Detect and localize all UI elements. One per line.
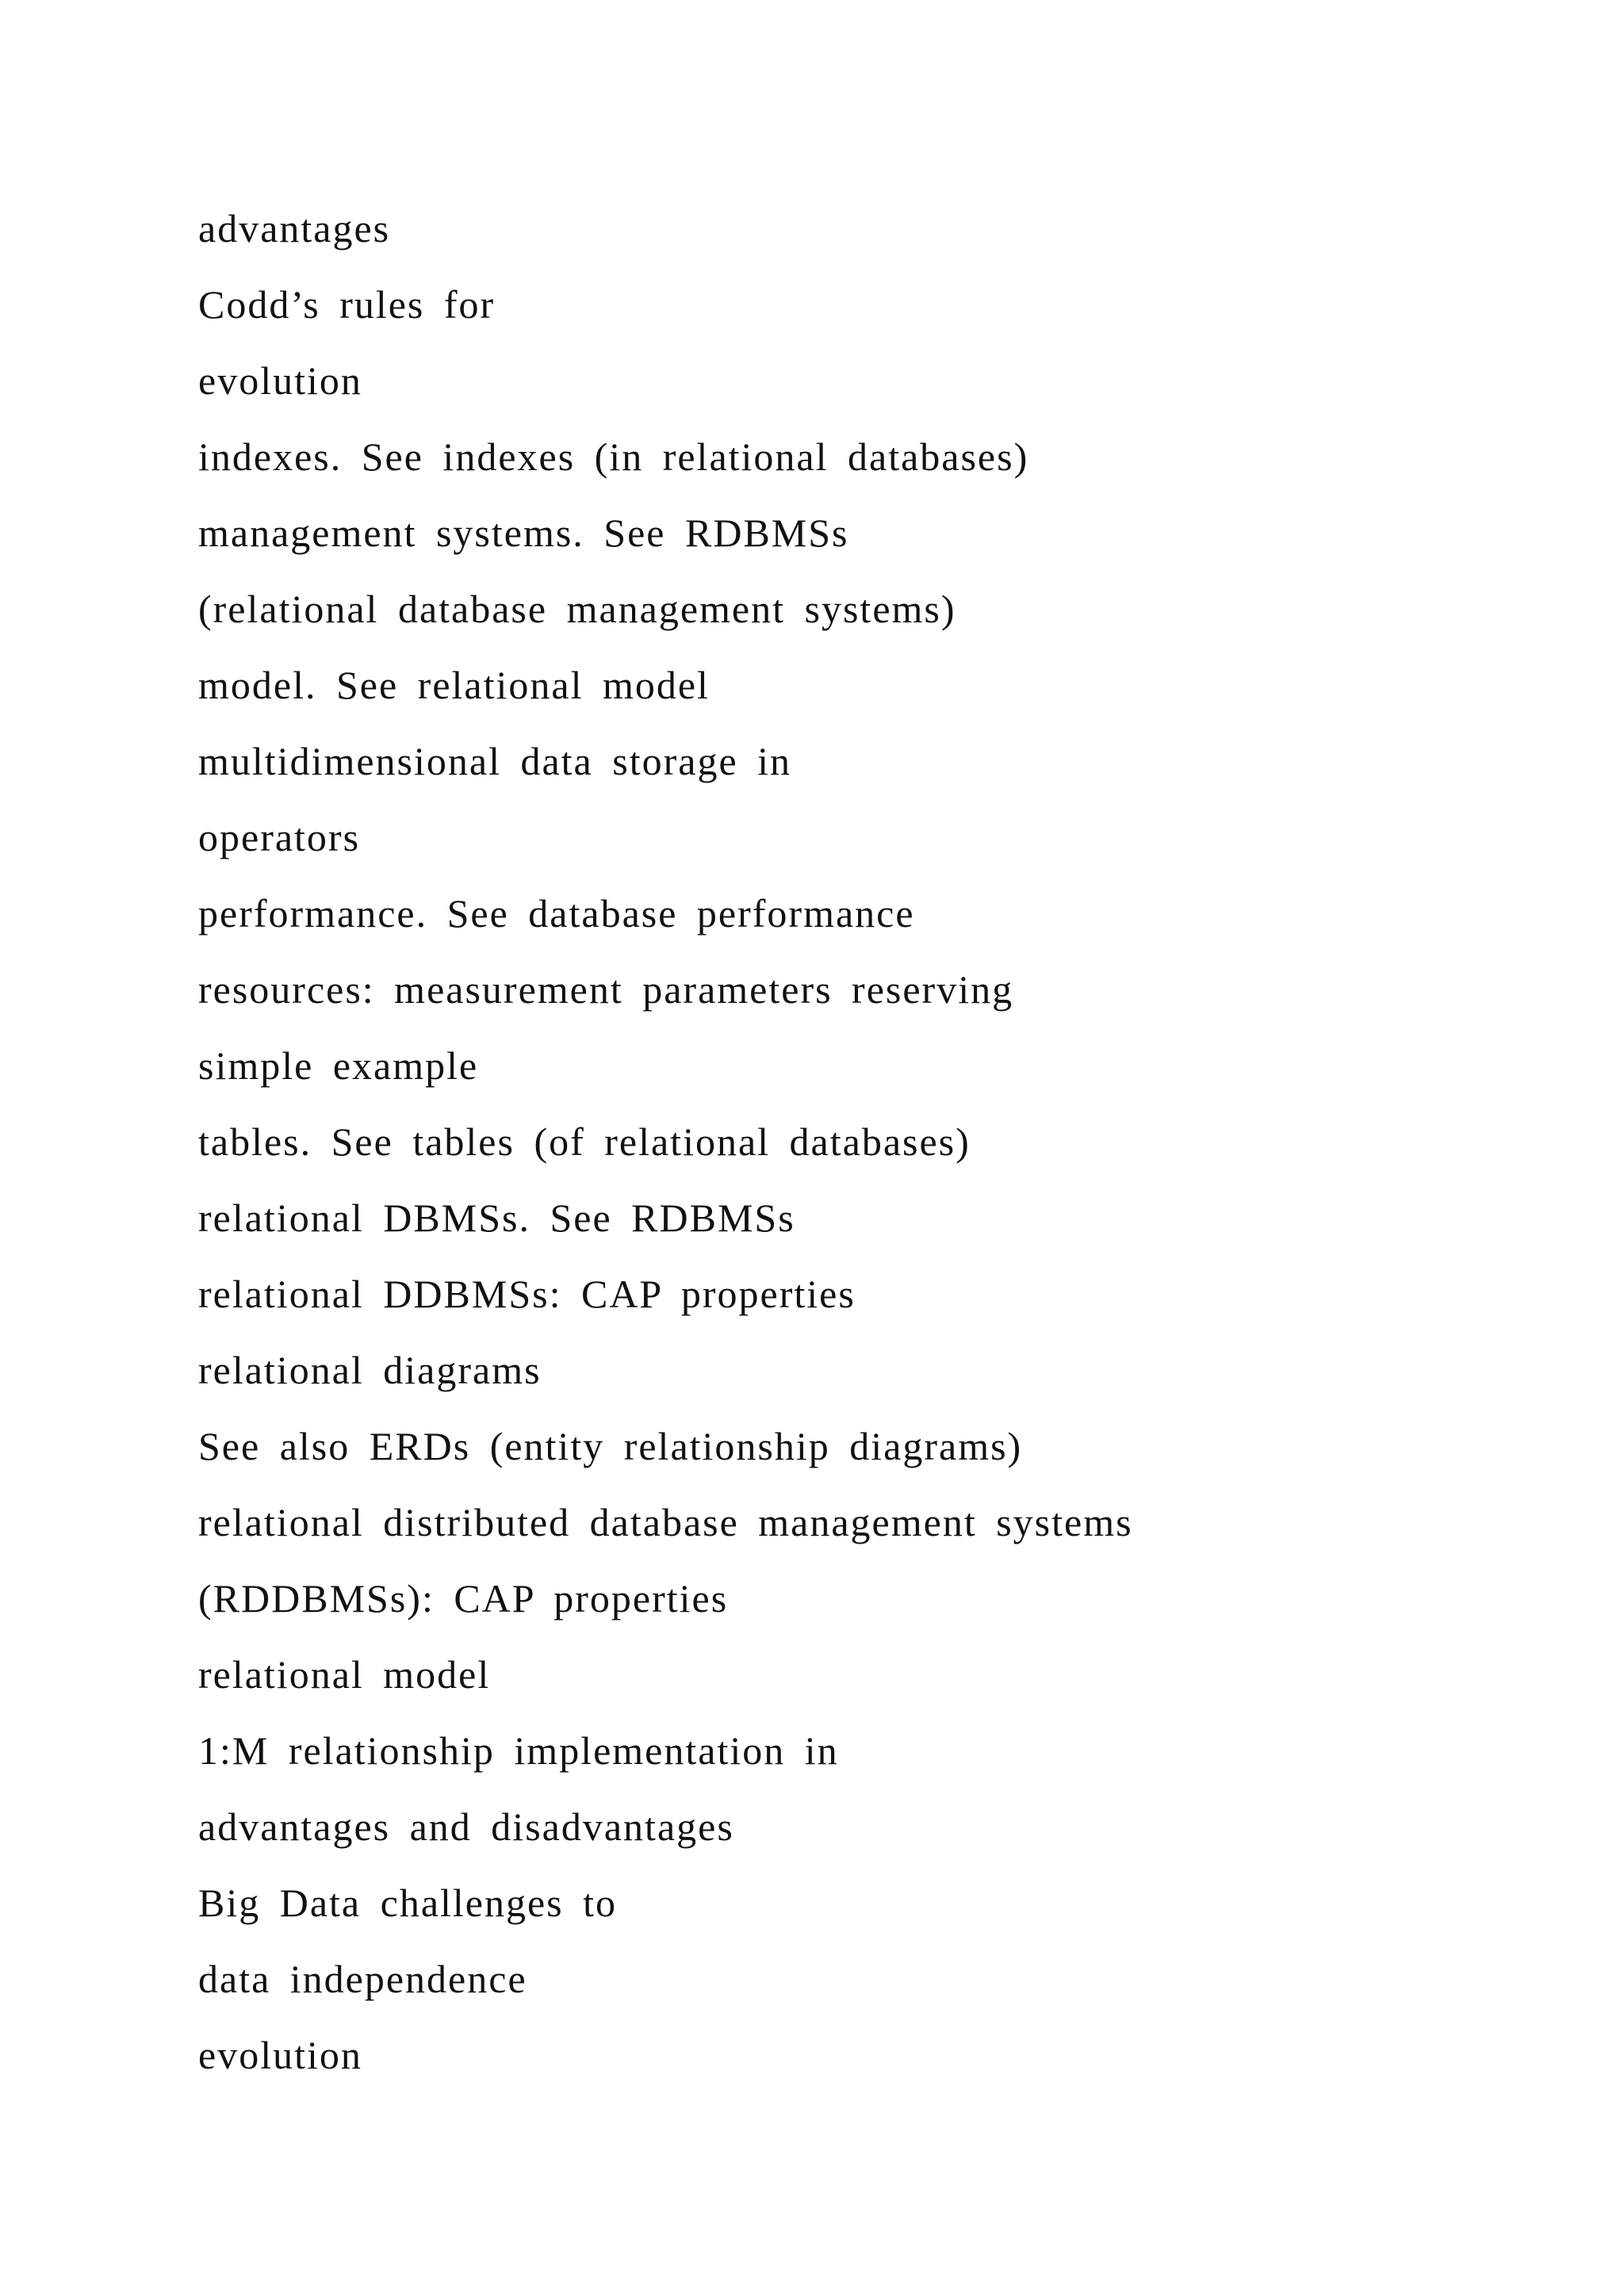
index-line: relational DDBMSs: CAP properties <box>198 1272 856 1316</box>
index-line: Big Data challenges to <box>198 1881 618 1925</box>
index-line: management systems. See RDBMSs <box>198 511 849 555</box>
index-line: advantages <box>198 206 391 251</box>
index-line: performance. See database performance <box>198 891 915 936</box>
index-line: evolution <box>198 2033 362 2077</box>
index-line: relational model <box>198 1652 491 1697</box>
index-list <box>198 190 1133 2093</box>
index-line: See also ERDs (entity relationship diagrams) <box>198 1424 1023 1468</box>
index-line: 1:M relationship implementation in <box>198 1728 839 1773</box>
index-line: operators <box>198 815 361 859</box>
index-line: resources: measurement parameters reserving <box>198 967 1014 1012</box>
index-line: indexes. See indexes (in relational databases) <box>198 434 1029 479</box>
index-line: model. See relational model <box>198 663 710 707</box>
index-line: (RDDBMSs): CAP properties <box>198 1576 729 1621</box>
index-line: multidimensional data storage in <box>198 739 792 783</box>
index-line: (relational database management systems) <box>198 587 956 631</box>
index-line: Codd’s rules for <box>198 282 496 327</box>
index-line: simple example <box>198 1043 479 1088</box>
index-line: relational diagrams <box>198 1348 542 1392</box>
index-line: relational DBMSs. See RDBMSs <box>198 1196 795 1240</box>
index-line: tables. See tables (of relational databases) <box>198 1119 971 1164</box>
index-line: relational distributed database management systems <box>198 1500 1133 1544</box>
index-line: evolution <box>198 358 362 403</box>
index-line: advantages and disadvantages <box>198 1804 734 1849</box>
index-line: data independence <box>198 1957 527 2001</box>
